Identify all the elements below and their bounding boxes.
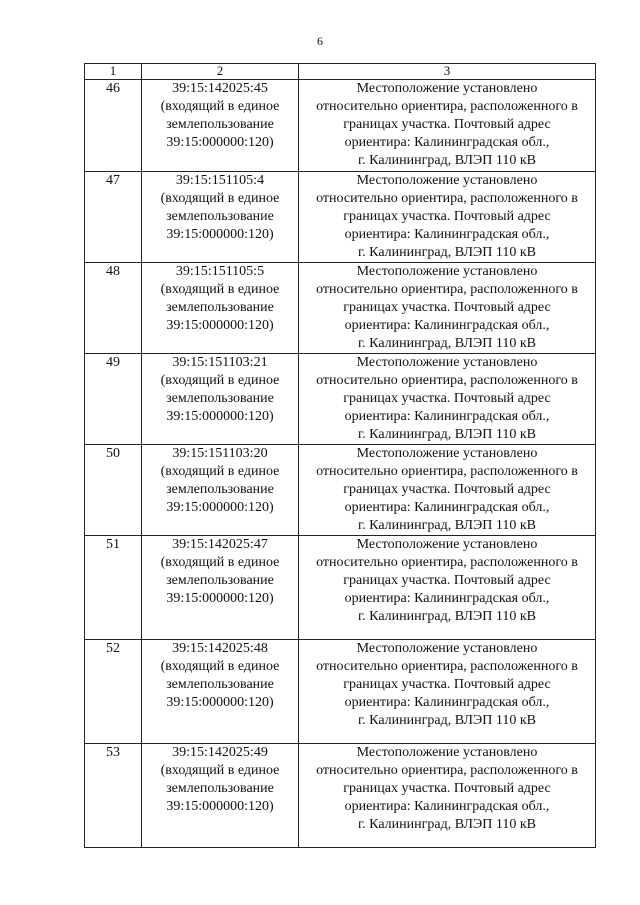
location-line: относительно ориентира, расположенного в [316, 464, 578, 479]
cadastral-line: (входящий в единое [160, 191, 280, 206]
cadastral-line: землепользование [166, 573, 274, 588]
location-line: Местоположение установлено [356, 446, 538, 461]
cadastral-number-cell [142, 263, 299, 354]
table-row [85, 744, 596, 848]
cadastral-line: (входящий в единое [160, 464, 280, 479]
cadastral-number-cell [142, 172, 299, 263]
cadastral-line: 39:15:000000:120) [166, 227, 274, 242]
location-line: относительно ориентира, расположенного в [316, 555, 578, 570]
location-line: границах участка. Почтовый адрес [343, 482, 551, 497]
location-line: границах участка. Почтовый адрес [343, 209, 551, 224]
cadastral-number-cell [142, 536, 299, 640]
page-number: 6 [317, 34, 323, 48]
cadastral-line: землепользование [166, 300, 274, 315]
location-line: ориентира: Калининградская обл., [344, 227, 550, 242]
location-line: ориентира: Калининградская обл., [344, 695, 550, 710]
row-number: 52 [85, 640, 142, 744]
cadastral-line: 39:15:000000:120) [166, 799, 274, 814]
table-row [85, 354, 596, 445]
cadastral-number-cell [142, 354, 299, 445]
table-row [85, 172, 596, 263]
cadastral-line: 39:15:142025:48 [172, 641, 268, 656]
row-number: 51 [85, 536, 142, 640]
row-number: 48 [85, 263, 142, 354]
header-row [85, 64, 596, 80]
cadastral-line: землепользование [166, 209, 274, 224]
location-line: ориентира: Калининградская обл., [344, 591, 550, 606]
cadastral-line: 39:15:000000:120) [166, 500, 274, 515]
cadastral-line: 39:15:151103:21 [172, 355, 268, 370]
location-line: относительно ориентира, расположенного в [316, 373, 578, 388]
column-header-number: 1 [85, 64, 142, 80]
location-line: г. Калининград, ВЛЭП 110 кВ [358, 153, 536, 168]
cadastral-line: 39:15:142025:47 [172, 537, 268, 552]
cadastral-line: землепользование [166, 781, 274, 796]
location-line: ориентира: Калининградская обл., [344, 799, 550, 814]
column-header-cadastral: 2 [142, 64, 299, 80]
column-header-location: 3 [299, 64, 596, 80]
location-line: относительно ориентира, расположенного в [316, 191, 578, 206]
location-line: границах участка. Почтовый адрес [343, 677, 551, 692]
land-plot-table [84, 63, 596, 848]
location-description-cell [299, 536, 596, 640]
cadastral-number-cell [142, 744, 299, 848]
location-line: ориентира: Калининградская обл., [344, 318, 550, 333]
cadastral-line: (входящий в единое [160, 763, 280, 778]
cadastral-line: (входящий в единое [160, 99, 280, 114]
location-line: относительно ориентира, расположенного в [316, 659, 578, 674]
location-line: г. Калининград, ВЛЭП 110 кВ [358, 609, 536, 624]
cadastral-line: 39:15:151105:4 [175, 173, 265, 188]
location-line: ориентира: Калининградская обл., [344, 135, 550, 150]
cadastral-line: (входящий в единое [160, 555, 280, 570]
table-row [85, 536, 596, 640]
cadastral-line: 39:15:142025:45 [172, 81, 268, 96]
location-line: г. Калининград, ВЛЭП 110 кВ [358, 245, 536, 260]
location-description-cell [299, 354, 596, 445]
location-line: г. Калининград, ВЛЭП 110 кВ [358, 817, 536, 832]
table-row [85, 445, 596, 536]
location-description-cell [299, 80, 596, 172]
row-number: 49 [85, 354, 142, 445]
cadastral-line: 39:15:000000:120) [166, 135, 274, 150]
location-description-cell [299, 172, 596, 263]
location-description-cell [299, 640, 596, 744]
location-line: г. Калининград, ВЛЭП 110 кВ [358, 713, 536, 728]
location-line: границах участка. Почтовый адрес [343, 117, 551, 132]
location-line: относительно ориентира, расположенного в [316, 763, 578, 778]
cadastral-line: землепользование [166, 117, 274, 132]
location-line: Местоположение установлено [356, 641, 538, 656]
cadastral-number-cell [142, 80, 299, 172]
cadastral-line: (входящий в единое [160, 659, 280, 674]
location-line: границах участка. Почтовый адрес [343, 781, 551, 796]
table-row [85, 263, 596, 354]
cadastral-number-cell [142, 445, 299, 536]
location-line: г. Калининград, ВЛЭП 110 кВ [358, 336, 536, 351]
cadastral-line: (входящий в единое [160, 373, 280, 388]
location-line: относительно ориентира, расположенного в [316, 282, 578, 297]
table-row [85, 80, 596, 172]
location-description-cell [299, 445, 596, 536]
row-number: 50 [85, 445, 142, 536]
location-line: границах участка. Почтовый адрес [343, 573, 551, 588]
cadastral-line: 39:15:000000:120) [166, 409, 274, 424]
location-line: относительно ориентира, расположенного в [316, 99, 578, 114]
location-line: ориентира: Калининградская обл., [344, 409, 550, 424]
cadastral-line: (входящий в единое [160, 282, 280, 297]
cadastral-line: 39:15:000000:120) [166, 695, 274, 710]
cadastral-line: 39:15:142025:49 [172, 745, 268, 760]
cadastral-line: землепользование [166, 677, 274, 692]
cadastral-line: 39:15:000000:120) [166, 318, 274, 333]
table-row [85, 640, 596, 744]
cadastral-line: землепользование [166, 391, 274, 406]
cadastral-line: 39:15:000000:120) [166, 591, 274, 606]
location-line: Местоположение установлено [356, 745, 538, 760]
location-line: Местоположение установлено [356, 355, 538, 370]
location-line: границах участка. Почтовый адрес [343, 391, 551, 406]
location-line: границах участка. Почтовый адрес [343, 300, 551, 315]
cadastral-line: 39:15:151105:5 [175, 264, 265, 279]
row-number: 46 [85, 80, 142, 172]
row-number: 47 [85, 172, 142, 263]
location-line: Местоположение установлено [356, 264, 538, 279]
location-line: г. Калининград, ВЛЭП 110 кВ [358, 427, 536, 442]
location-line: Местоположение установлено [356, 537, 538, 552]
row-number: 53 [85, 744, 142, 848]
location-line: Местоположение установлено [356, 81, 538, 96]
cadastral-line: землепользование [166, 482, 274, 497]
location-line: Местоположение установлено [356, 173, 538, 188]
location-description-cell [299, 744, 596, 848]
cadastral-number-cell [142, 640, 299, 744]
cadastral-line: 39:15:151103:20 [172, 446, 268, 461]
location-description-cell [299, 263, 596, 354]
location-line: г. Калининград, ВЛЭП 110 кВ [358, 518, 536, 533]
location-line: ориентира: Калининградская обл., [344, 500, 550, 515]
